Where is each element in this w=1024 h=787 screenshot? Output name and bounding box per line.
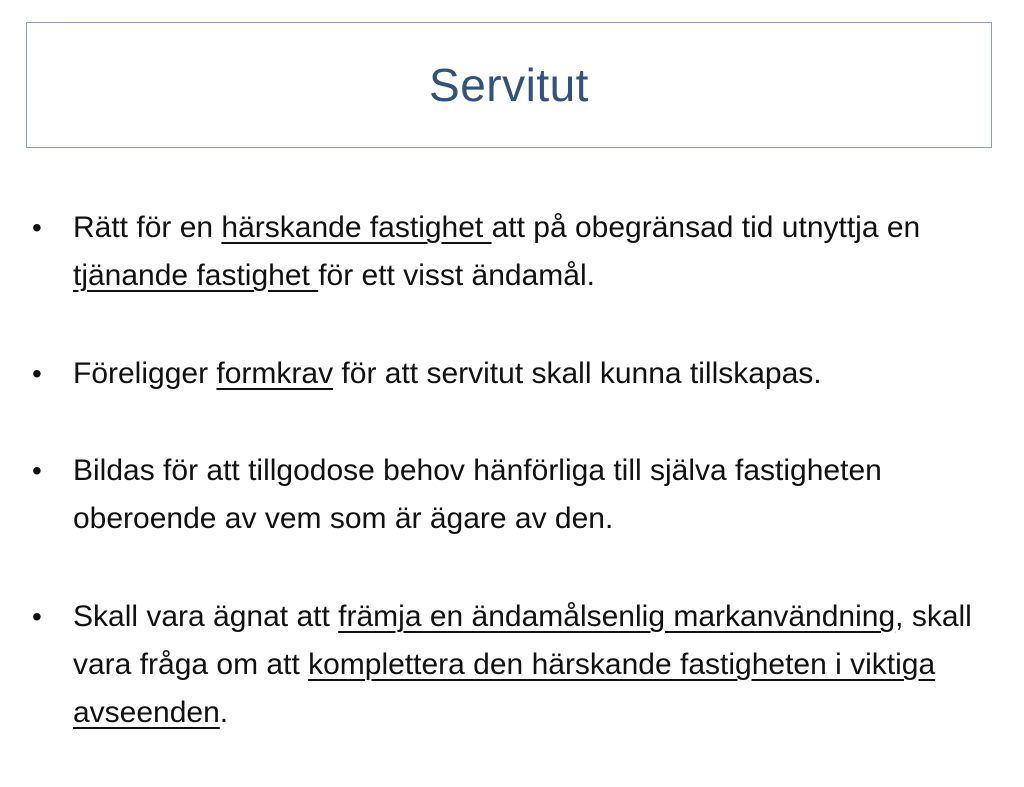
bullet-text: för att servitut skall kunna tillskapas. (333, 357, 822, 390)
bullet-item (30, 447, 998, 543)
underlined-term: formkrav (216, 357, 334, 390)
underlined-term: komplettera den härskande fastigheten i viktiga avseenden (73, 648, 936, 729)
bullet-text: . (219, 696, 229, 729)
title-box (26, 22, 992, 148)
slide-title: Servitut (429, 59, 589, 111)
bullet-text: Bildas för att tillgodose behov hänförliga till själva fastigheten oberoende av vem som är ägare av den. (73, 454, 882, 535)
bullet-text: att på obegränsad tid utnyttja en (491, 211, 921, 244)
bullet-text: Föreligger (73, 357, 217, 390)
underlined-term: härskande fastighet (221, 211, 492, 244)
bullet-item (30, 593, 998, 737)
bullet-text: Rätt för en (73, 211, 222, 244)
bullet-dot-icon: • (32, 601, 42, 632)
bullet-item (30, 350, 998, 398)
bullet-dot-icon: • (32, 212, 42, 243)
bullet-text: för ett visst ändamål. (318, 259, 595, 292)
bullet-item (30, 204, 998, 300)
bullet-text: , skall vara fråga om att (73, 600, 972, 681)
underlined-term: främja en ändamålsenlig markanvändning (338, 600, 896, 633)
underlined-term: tjänande fastighet (73, 259, 319, 292)
bullet-text: Skall vara ägnat att (73, 600, 339, 633)
bullet-list (30, 204, 998, 787)
bullet-dot-icon: • (32, 358, 42, 389)
bullet-dot-icon: • (32, 455, 42, 486)
